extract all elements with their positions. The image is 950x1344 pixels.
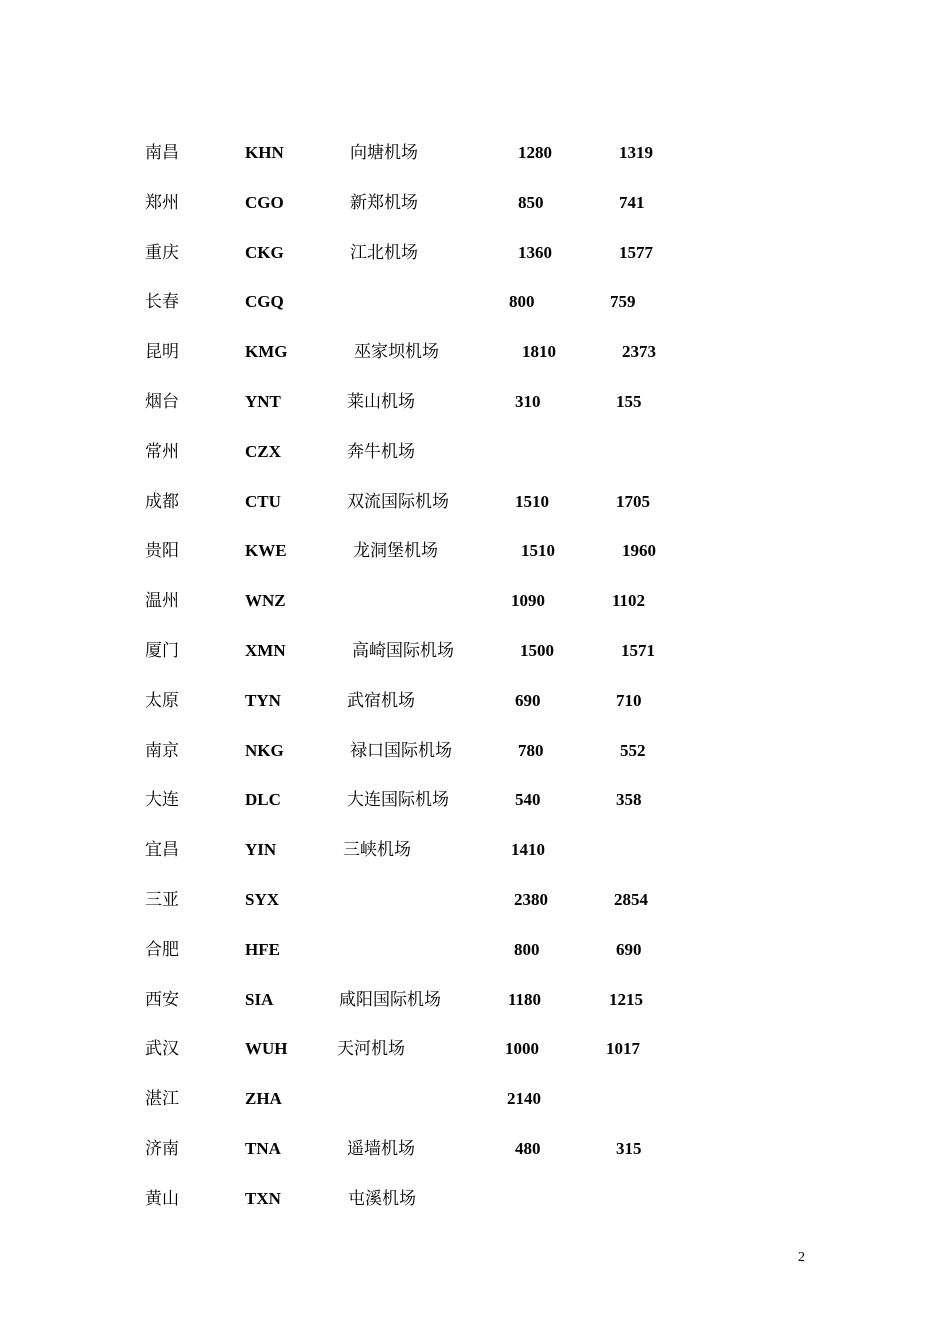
value-2: 759	[610, 292, 636, 312]
value-1: 1810	[522, 342, 556, 362]
airport-code: KHN	[245, 143, 284, 162]
list-item	[0, 1084, 950, 1114]
airport-code: TNA	[245, 1139, 281, 1158]
value-1: 310	[515, 392, 541, 411]
value-2: 358	[616, 790, 642, 810]
airport-name: 奔牛机场	[347, 441, 415, 461]
list-item	[0, 636, 950, 666]
value-1: 540	[515, 790, 541, 810]
airport-name: 新郑机场	[350, 192, 418, 212]
airport-code: KWE	[245, 541, 287, 561]
city-name: 合肥	[145, 939, 179, 959]
value-1: 1000	[505, 1039, 539, 1059]
list-item	[0, 337, 950, 367]
value-1: 1500	[520, 641, 554, 660]
airport-name: 遥墙机场	[347, 1139, 415, 1158]
city-name: 黄山	[145, 1188, 179, 1208]
value-2: 710	[616, 690, 642, 710]
airport-name: 巫家坝机场	[354, 342, 439, 362]
city-name: 郑州	[145, 192, 179, 212]
list-item	[0, 188, 950, 218]
list-item	[0, 785, 950, 815]
airport-code: SIA	[245, 989, 274, 1009]
airport-name: 龙洞堡机场	[353, 541, 438, 561]
airport-name: 大连国际机场	[347, 790, 449, 810]
value-2: 155	[616, 392, 642, 411]
list-item	[0, 1034, 950, 1064]
city-name: 宜昌	[145, 840, 179, 860]
list-item	[0, 437, 950, 467]
airport-code: CTU	[245, 491, 281, 511]
list-item	[0, 985, 950, 1015]
value-1: 800	[509, 292, 535, 312]
value-1: 1360	[518, 242, 552, 262]
list-item	[0, 586, 950, 616]
city-name: 重庆	[145, 242, 179, 262]
list-item	[0, 536, 950, 566]
value-1: 850	[518, 192, 544, 212]
value-2: 2854	[614, 890, 648, 909]
value-2: 690	[616, 939, 642, 959]
airport-code: KMG	[245, 342, 288, 362]
value-1: 1510	[515, 491, 549, 511]
value-2: 2373	[622, 342, 656, 362]
airport-code: WUH	[245, 1039, 288, 1059]
value-1: 780	[518, 740, 544, 760]
airport-name: 屯溪机场	[348, 1188, 416, 1208]
value-1: 2140	[507, 1089, 541, 1109]
airport-name: 武宿机场	[347, 690, 415, 710]
airport-name: 高崎国际机场	[352, 641, 454, 660]
city-name: 成都	[145, 491, 179, 511]
airport-code: XMN	[245, 641, 286, 660]
airport-name: 三峡机场	[343, 840, 411, 860]
value-2: 1571	[621, 641, 655, 660]
airport-name: 咸阳国际机场	[339, 989, 441, 1009]
airport-code: CKG	[245, 242, 284, 262]
value-1: 2380	[514, 890, 548, 909]
value-1: 690	[515, 690, 541, 710]
list-item	[0, 885, 950, 915]
value-1: 800	[514, 939, 540, 959]
city-name: 济南	[145, 1139, 179, 1158]
list-item	[0, 238, 950, 268]
airport-name: 向塘机场	[350, 143, 418, 162]
list-item	[0, 487, 950, 517]
list-item	[0, 935, 950, 965]
city-name: 武汉	[145, 1039, 179, 1059]
value-2: 315	[616, 1139, 642, 1158]
city-name: 三亚	[145, 890, 179, 909]
airport-code: YNT	[245, 392, 281, 411]
city-name: 湛江	[145, 1089, 179, 1109]
value-2: 1577	[619, 242, 653, 262]
value-2: 1017	[606, 1039, 640, 1059]
list-item	[0, 686, 950, 716]
airport-code: CZX	[245, 441, 281, 461]
list-item	[0, 138, 950, 168]
airport-name: 天河机场	[337, 1039, 405, 1059]
value-1: 1090	[511, 591, 545, 611]
airport-code: CGQ	[245, 292, 284, 312]
airport-code: ZHA	[245, 1089, 282, 1109]
city-name: 温州	[145, 591, 179, 611]
value-2: 1705	[616, 491, 650, 511]
value-2: 1215	[609, 989, 643, 1009]
list-item	[0, 736, 950, 766]
city-name: 南京	[145, 740, 179, 760]
airport-name: 江北机场	[350, 242, 418, 262]
city-name: 烟台	[145, 392, 179, 411]
page-number: 2	[798, 1250, 805, 1265]
list-item	[0, 1134, 950, 1164]
city-name: 厦门	[145, 641, 179, 660]
value-2: 1960	[622, 541, 656, 561]
value-2: 741	[619, 192, 645, 212]
city-name: 大连	[145, 790, 179, 810]
city-name: 南昌	[145, 143, 179, 162]
airport-code: TXN	[245, 1188, 281, 1208]
airport-name: 莱山机场	[347, 392, 415, 411]
value-1: 1180	[508, 989, 542, 1009]
value-1: 480	[515, 1139, 541, 1158]
value-2: 552	[620, 740, 646, 760]
list-item	[0, 835, 950, 865]
airport-code: WNZ	[245, 591, 286, 611]
city-name: 长春	[145, 292, 179, 312]
airport-code: CGO	[245, 192, 284, 212]
list-item	[0, 1184, 950, 1214]
value-1: 1280	[518, 143, 552, 162]
airport-name: 禄口国际机场	[350, 740, 452, 760]
list-item	[0, 387, 950, 417]
airport-code: SYX	[245, 890, 280, 909]
value-1: 1410	[511, 840, 545, 860]
airport-code: TYN	[245, 690, 281, 710]
value-2: 1319	[619, 143, 653, 162]
airport-code: DLC	[245, 790, 281, 810]
airport-name: 双流国际机场	[347, 491, 449, 511]
value-1: 1510	[521, 541, 555, 561]
airport-code: HFE	[245, 939, 280, 959]
airport-code: NKG	[245, 740, 284, 760]
list-item	[0, 287, 950, 317]
city-name: 太原	[145, 690, 179, 710]
city-name: 昆明	[145, 342, 179, 362]
value-2: 1102	[612, 591, 646, 611]
city-name: 西安	[145, 989, 179, 1009]
city-name: 常州	[145, 441, 179, 461]
city-name: 贵阳	[145, 541, 179, 561]
airport-code: YIN	[245, 840, 277, 860]
